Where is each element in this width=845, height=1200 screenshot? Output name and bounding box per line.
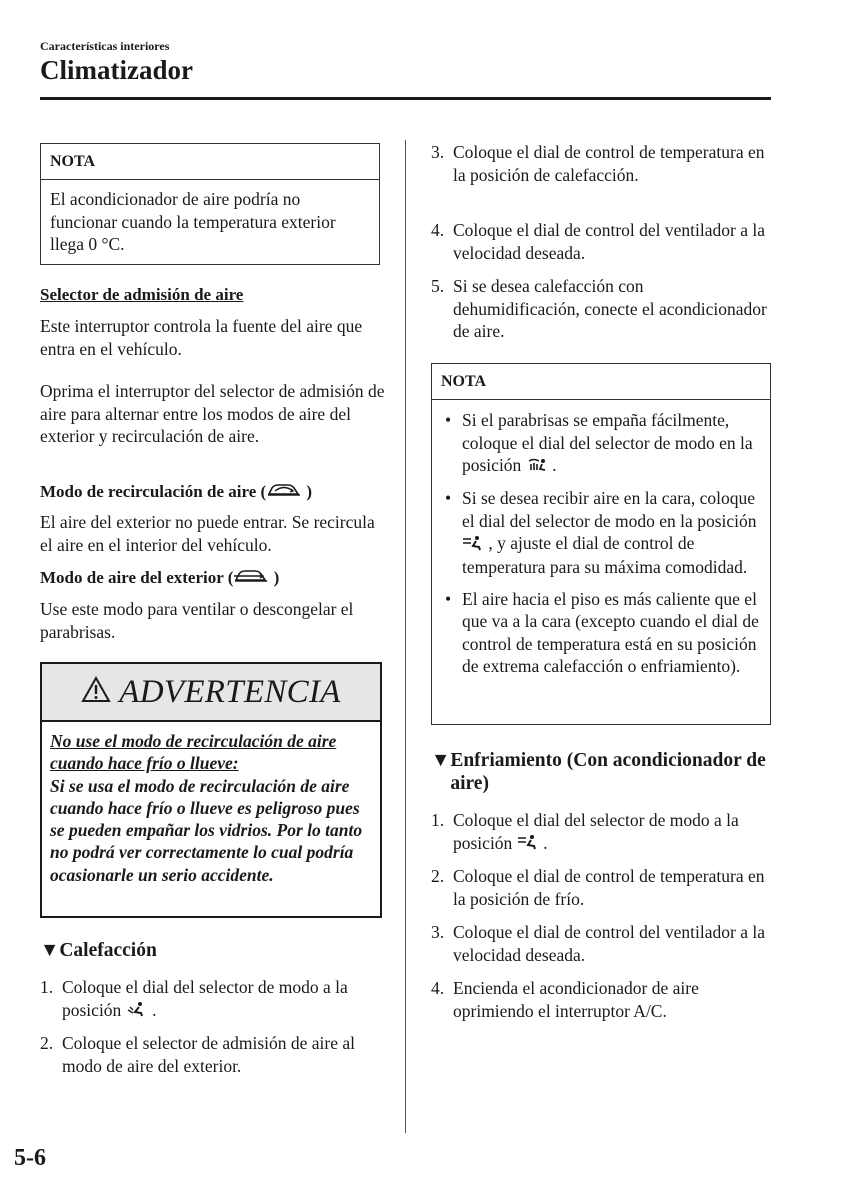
intake-paragraph-1: Este interruptor controla la fuente del aire que entra en el vehículo.: [40, 316, 363, 359]
cooling-step-4: [431, 977, 771, 1022]
page-number: 5-6: [14, 1145, 46, 1171]
cooling-heading-text: Enfriamiento (Con acondicionador de aire): [450, 750, 766, 794]
step-text: Si se desea calefacción con dehumidificación, conecte el acondicionador de aire.: [453, 276, 767, 341]
note-bullet-1: [440, 409, 764, 478]
heating-heading: [40, 939, 157, 962]
step-number: 4.: [431, 220, 445, 240]
outside-heading: [40, 567, 385, 591]
defrost-mode-icon: [526, 456, 548, 479]
warning-underlined: No use el modo de recirculación de aire cuando hace frío o llueve:: [50, 731, 337, 774]
warning-triangle-icon: [81, 676, 111, 708]
right-step-5: [431, 275, 771, 343]
outside-air-car-icon: [233, 567, 269, 591]
step-text: Coloque el dial de control del ventilador a la velocidad deseada.: [453, 922, 765, 965]
face-mode-icon: [462, 534, 484, 557]
recirc-heading-end: ): [306, 482, 313, 501]
warning-header: [42, 664, 380, 722]
heating-heading-text: Calefacción: [59, 940, 157, 961]
face-mode-icon: [517, 833, 539, 856]
right-step-3: [431, 141, 771, 186]
floor-mode-icon: [126, 1000, 148, 1023]
step-end: .: [152, 999, 157, 1020]
page-title: Climatizador: [40, 55, 193, 85]
bullet-text-continued: , y ajuste el dial de control de temperatura para su máxima comodidad.: [462, 533, 748, 578]
step-number: 3.: [431, 142, 445, 162]
step-number: 1.: [40, 977, 54, 997]
cooling-step-3: [431, 921, 771, 966]
intake-heading: Selector de admisión de aire: [40, 285, 244, 304]
step-text: Coloque el dial de control de temperatura en la posición de frío.: [453, 866, 765, 909]
recirc-heading: [40, 481, 385, 505]
note-bullet-3: [440, 588, 764, 678]
bullet-text: Si el parabrisas se empaña fácilmente, coloque el dial del selector de modo en la posición: [462, 410, 753, 475]
outside-text: Use este modo para ventilar o descongelar el parabrisas.: [40, 599, 354, 642]
recirc-heading-text: Modo de recirculación de aire (: [40, 482, 267, 501]
note-bullet-2: [440, 487, 764, 579]
cooling-step-2: [431, 865, 771, 910]
cooling-step-1: [431, 809, 771, 856]
step-number: 2.: [431, 866, 445, 886]
triangle-down-icon: ▼: [431, 750, 451, 771]
bullet-dot: •: [445, 488, 452, 509]
bullet-text: Si se desea recibir aire en la cara, coloque el dial del selector de modo en la posición: [462, 488, 757, 531]
section-label: Características interiores: [40, 39, 170, 53]
step-number: 1.: [431, 810, 445, 830]
step-number: 2.: [40, 1033, 54, 1053]
step-end: .: [543, 832, 548, 853]
warning-box: [40, 662, 382, 918]
heating-step-1: [40, 976, 385, 1023]
step-text: Coloque el dial de control del ventilador a la velocidad deseada.: [453, 220, 765, 263]
bullet-dot: •: [445, 410, 452, 430]
step-number: 3.: [431, 922, 445, 942]
step-text: Coloque el dial de control de temperatura en la posición de calefacción.: [453, 142, 765, 185]
outside-heading-text: Modo de aire del exterior (: [40, 568, 234, 587]
note-box-left: [40, 143, 380, 265]
triangle-down-icon: ▼: [40, 940, 60, 961]
heating-step-2: [40, 1032, 385, 1077]
step-text-content: Coloque el dial del selector de modo a la posición: [453, 810, 739, 853]
header-rule: [40, 97, 771, 100]
note-box-right: [431, 363, 771, 725]
outside-heading-end: ): [273, 568, 280, 587]
step-text: Coloque el selector de admisión de aire al modo de aire del exterior.: [62, 1033, 356, 1076]
step-number: 4.: [431, 978, 445, 998]
recirculation-car-icon: [266, 481, 302, 505]
note-label: NOTA: [432, 364, 770, 400]
bullet-end: .: [552, 455, 557, 475]
intake-paragraph-2: Oprima el interruptor del selector de admisión de aire para alternar entre los modos de aire del exterior y recirculación de aire.: [40, 381, 385, 446]
warning-body: [42, 722, 380, 894]
cooling-heading: [431, 749, 776, 795]
step-text: [62, 976, 385, 1023]
warning-text: Si se usa el modo de recirculación de aire cuando hace frío o llueve es peligroso pues se pueden empañar los vidrios. Por lo tanto no podrá ver correctamente lo cual podría ocasionarle un serio accidente.: [50, 775, 363, 885]
right-step-4: [431, 219, 771, 264]
step-text: [453, 809, 771, 856]
note-text: El acondicionador de aire podría no funcionar cuando la temperatura exterior llega 0 °C.: [50, 189, 336, 254]
bullet-dot: •: [445, 588, 452, 609]
column-divider: [405, 140, 406, 1133]
note-label: NOTA: [41, 144, 379, 180]
note-bullets: [432, 400, 770, 691]
warning-title: ADVERTENCIA: [119, 673, 341, 710]
bullet-text: El aire hacia el piso es más caliente que el que va a la cara (excepto cuando el dial de control de temperatura está en su posición de extrema calefacción o enfriamiento).: [462, 588, 759, 677]
step-text-content: Coloque el dial del selector de modo a la posición: [62, 977, 348, 1020]
step-text: Encienda el acondicionador de aire oprimiendo el interruptor A/C.: [453, 978, 699, 1021]
step-number: 5.: [431, 276, 445, 296]
recirc-text: El aire del exterior no puede entrar. Se recircula el aire en el interior del vehículo.: [40, 512, 375, 555]
